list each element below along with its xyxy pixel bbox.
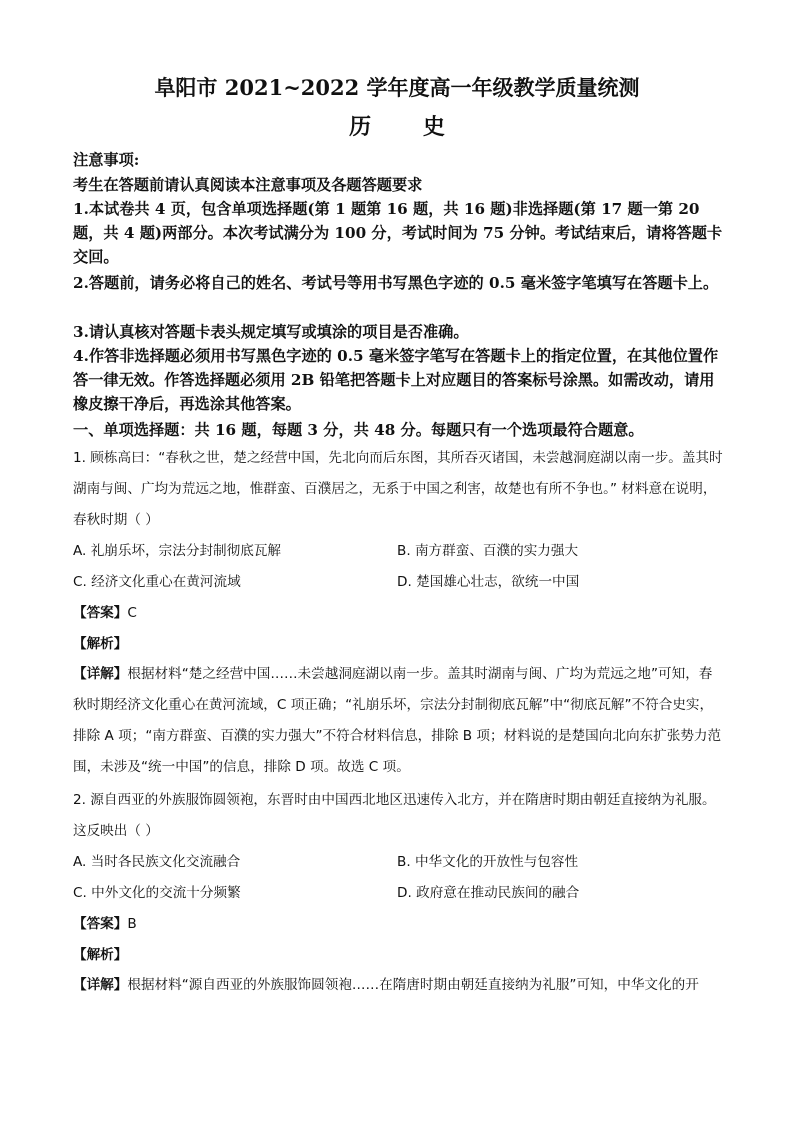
- q1-answer-value: C: [127, 605, 137, 621]
- q1-detail-text: 根据材料“楚之经营中国……未尝越洞庭湖以南一步。盖其时湖南与闽、广均为荒远之地”可知，春秋时期经济文化重心在黄河流域，C 项正确；“礼崩乐坏，宗法分封制彻底瓦解”中“彻底瓦解”不符合史实，排除 A 项；“南方群蛮、百濮的实力强大”不符合材料信息，排除 B 项；材料说的是楚国向北向东扩张势力范围，未涉及“统一中国”的信息，排除 D 项。故选 C 项。: [73, 666, 722, 775]
- exam-title: 阜阳市 2021~2022 学年度高一年级教学质量统测: [154, 75, 640, 100]
- question-2-stem: 2. 源自西亚的外族服饰圆领袍，东晋时由中国西北地区迅速传入北方，并在隋唐时期由朝廷直接纳为礼服。这反映出（ ）: [73, 792, 716, 839]
- notice-intro: 考生在答题前请认真阅读本注意事项及各题答题要求: [73, 176, 423, 194]
- q2-detail: [73, 970, 723, 1001]
- q2-analysis-label: 【解析】: [73, 947, 128, 963]
- q1-option-b: B. 南方群蛮、百濮的实力强大: [397, 543, 579, 559]
- q2-option-b: B. 中华文化的开放性与包容性: [397, 854, 579, 870]
- question-1-stem: 1. 顾栋高曰：“春秋之世，楚之经营中国，先北向而后东图，其所吞灭诸国，未尝越洞庭湖以南一步。盖其时湖南与闽、广均为荒远之地，惟群蛮、百濮居之，无系于中国之利害，故楚也有所不争也。” 材料意在说明，春秋时期（ ）: [73, 450, 723, 528]
- q2-detail-text: 根据材料“源自西亚的外族服饰圆领袍……在隋唐时期由朝廷直接纳为礼服”可知，中华文化的开: [127, 977, 699, 993]
- subject-title: 历 史: [349, 114, 467, 140]
- q2-option-d: D. 政府意在推动民族间的融合: [397, 885, 580, 901]
- q2-answer: [73, 914, 137, 934]
- q1-option-a: A. 礼崩乐坏，宗法分封制彻底瓦解: [73, 543, 282, 559]
- notice-item-2: 2.答题前，请务必将自己的姓名、考试号等用书写黑色字迹的 0.5 毫米签字笔填写在答题卡上。: [73, 274, 719, 292]
- q2-option-a: A. 当时各民族文化交流融合: [73, 854, 241, 870]
- q1-answer: [73, 603, 137, 623]
- q1-option-c: C. 经济文化重心在黄河流域: [73, 574, 241, 590]
- section-heading: 一、单项选择题：共 16 题，每题 3 分，共 48 分。每题只有一个选项最符合题意。: [73, 421, 644, 439]
- q2-option-c: C. 中外文化的交流十分频繁: [73, 885, 241, 901]
- q1-answer-label: 【答案】: [73, 605, 128, 621]
- q1-option-d: D. 楚国雄心壮志，欲统一中国: [397, 574, 580, 590]
- notice-item-1: 1.本试卷共 4 页，包含单项选择题(第 1 题第 16 题，共 16 题)非选择题(第 17 题一第 20 题，共 4 题)两部分。本次考试满分为 100 分，考试时间为 75 分钟。考试结束后，请将答题卡交回。: [73, 200, 723, 266]
- q2-detail-label: 【详解】: [73, 977, 128, 993]
- q1-detail: [73, 659, 723, 783]
- notice-heading: 注意事项:: [73, 151, 140, 169]
- q2-answer-label: 【答案】: [73, 916, 128, 932]
- notice-item-4: 4.作答非选择题必须用书写黑色字迹的 0.5 毫米签字笔写在答题卡上的指定位置，在其他位置作答一律无效。作答选择题必须用 2B 铅笔把答题卡上对应题目的答案标号涂黑。如需改动，请用橡皮擦干净后，再选涂其他答案。: [73, 347, 719, 413]
- q1-analysis-label: 【解析】: [73, 636, 128, 652]
- q2-answer-value: B: [127, 916, 137, 932]
- notice-item-3: 3.请认真核对答题卡表头规定填写或填涂的项目是否准确。: [73, 323, 469, 341]
- q1-detail-label: 【详解】: [73, 666, 128, 682]
